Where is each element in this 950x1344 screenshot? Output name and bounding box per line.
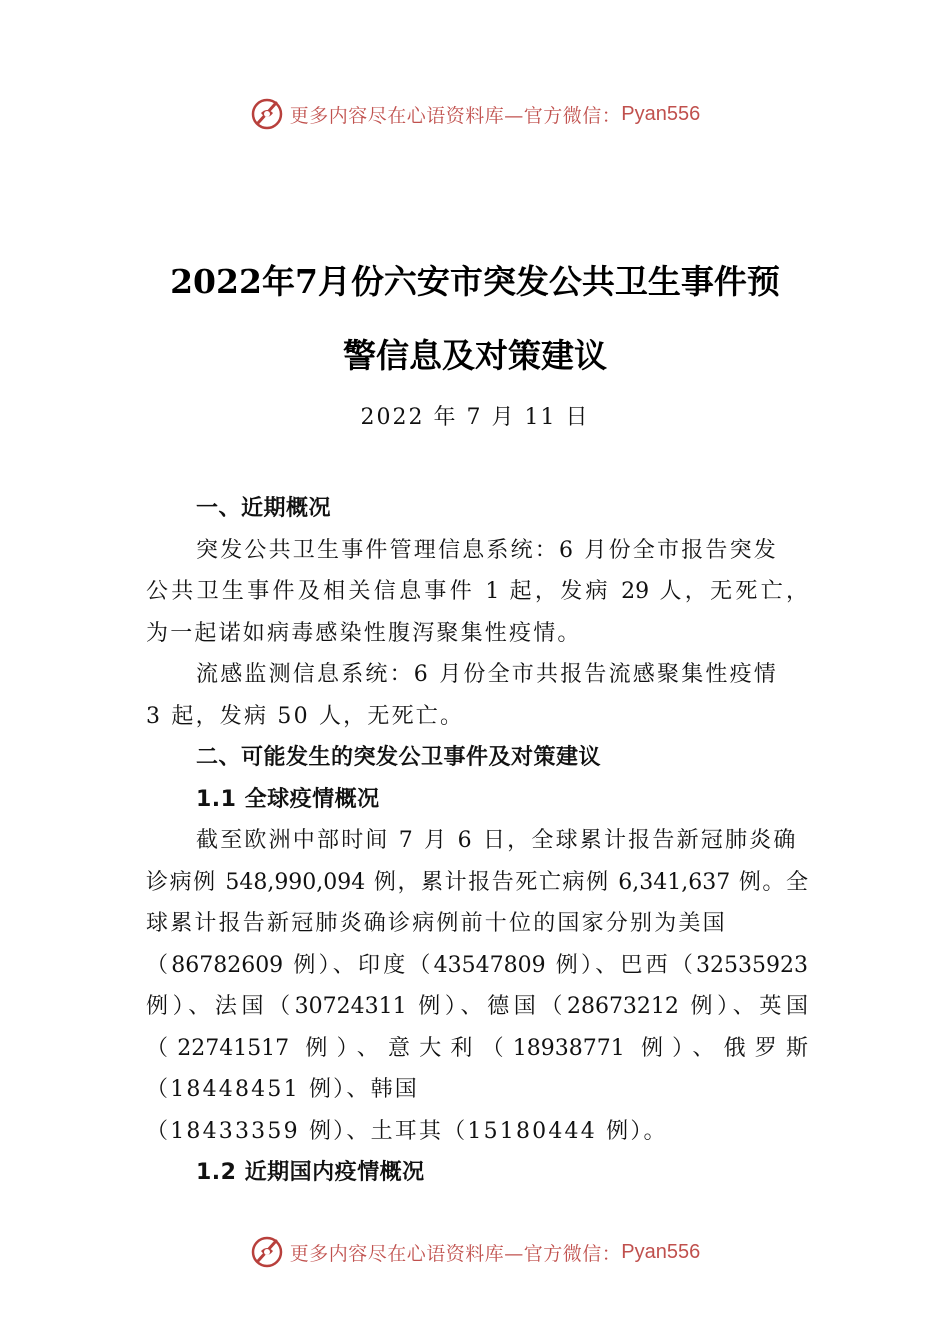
paragraph-line: 突发公共卫生事件管理信息系统：6 月份全市报告突发 [196, 537, 778, 563]
paragraph-line: （86782609 例）、印度（43547809 例）、巴西（32535923 [146, 952, 808, 978]
footer-watermark-banner [0, 1232, 950, 1272]
paragraph-line: 截至欧洲中部时间 7 月 6 日，全球累计报告新冠肺炎确 [196, 828, 798, 853]
paragraph-line: 公共卫生事件及相关信息事件 1 起，发病 29 人，无死亡， [146, 579, 808, 604]
section-heading-events: 二、可能发生的突发公卫事件及对策建议 [196, 745, 602, 770]
watermark-wechat-id: Pyan556 [621, 1240, 701, 1263]
document-date: 2022 年 7 月 11 日 [360, 405, 590, 430]
header-watermark-banner [0, 94, 950, 134]
paragraph-line: 例）、法国（30724311 例）、德国（28673212 例）、英国 [146, 994, 808, 1019]
paragraph-line: 为一起诺如病毒感染性腹泻聚集性疫情。 [146, 620, 582, 646]
subsection-heading-domestic: 1.2 近期国内疫情概况 [196, 1160, 425, 1185]
subsection-heading-global: 1.1 全球疫情概况 [196, 786, 380, 812]
paragraph-line: （18448451 例）、韩国 [146, 1077, 419, 1102]
paragraph-line: （22741517 例）、意大利（18938771 例）、俄罗斯 [146, 1035, 808, 1061]
section-heading-overview: 一、近期概况 [196, 496, 332, 521]
paragraph-line: 诊病例 548,990,094 例，累计报告死亡病例 6,341,637 例。全 [146, 869, 808, 895]
paragraph-line: 流感监测信息系统：6 月份全市共报告流感聚集性疫情 [196, 662, 778, 687]
watermark-text: 更多内容尽在心语资料库—官方微信： [289, 1242, 622, 1265]
document-body [146, 488, 808, 1194]
library-logo-icon [250, 97, 284, 131]
watermark-wechat-id: Pyan556 [621, 102, 701, 125]
paragraph-line: 球累计报告新冠肺炎确诊病例前十位的国家分别为美国 [146, 911, 727, 936]
document-title-line-2: 警信息及对策建议 [343, 336, 607, 375]
document-title-line-1: 2022年7月份六安市突发公共卫生事件预 [170, 262, 780, 301]
paragraph-line: （18433359 例）、土耳其（15180444 例）。 [146, 1118, 668, 1144]
paragraph-line: 3 起，发病 50 人，无死亡。 [146, 703, 465, 729]
library-logo-icon [250, 1235, 284, 1269]
watermark-text: 更多内容尽在心语资料库—官方微信： [289, 104, 622, 127]
